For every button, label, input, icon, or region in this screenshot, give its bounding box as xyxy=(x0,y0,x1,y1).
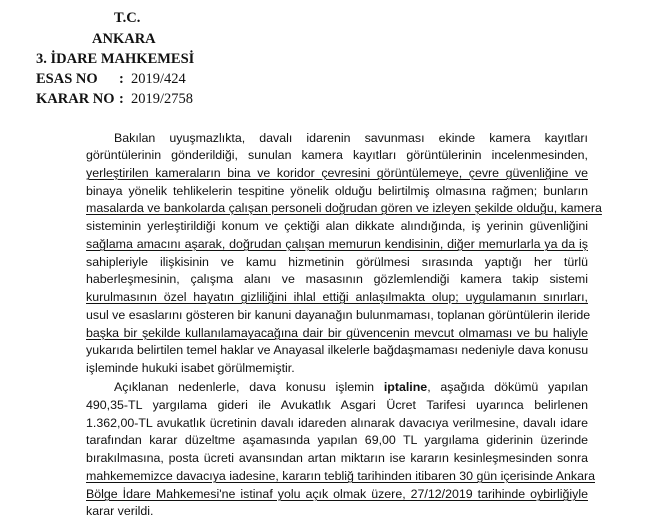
p2-line: bırakılmasına, posta ücreti avansından artan miktarın ise kararın kesinleşmesinden sonra xyxy=(86,451,588,465)
esas-value: 2019/424 xyxy=(131,71,186,87)
p2-line: 490,35-TL yargılama gideri ile Avukatlık Asgari Ücret Tarifesi uyarınca belirlenen xyxy=(86,398,588,412)
esas-colon: : xyxy=(119,71,124,87)
p2-line: Bölge İdare Mahkemesi'ne istinaf yolu açık olmak üzere, 27/12/2019 tarihinde oybirliğiyle xyxy=(86,487,588,501)
p1-line: görüntülerinin gönderildiği, sunulan kamera kayıtları görüntülerinin incelenmesinden, xyxy=(86,148,588,162)
header-tc: T.C. xyxy=(114,10,141,26)
p2-line: tarafından karar düzeltme aşamasında yapılan 69,00 TL yargılama giderinin üzerinde xyxy=(86,433,588,447)
esas-label: ESAS NO xyxy=(36,71,98,87)
karar-label: KARAR NO xyxy=(36,91,115,107)
p2-line: mahkememizce davacıya iadesine, kararın tebliğ tarihinden itibaren 30 gün içerisinde Ankara xyxy=(86,469,595,483)
p1-line: masalarda ve bankolarda çalışan personeli doğrudan gören ve izleyen şekilde olduğu, kamera xyxy=(86,201,602,215)
p1-line: Bakılan uyuşmazlıkta, davalı idarenin savunması ekinde kamera kayıtları xyxy=(114,131,588,145)
p1-line: başka bir şekilde kullanılamayacağına dair bir güvencenin mevcut olmaması ve bu haliyle xyxy=(86,326,588,340)
karar-colon: : xyxy=(119,91,124,107)
iptal-keyword: iptaline xyxy=(383,380,428,394)
p1-line: usul ve esaslarını gösteren bir kanuni dayanağın bulunmaması, toplanan görüntülerin ileride xyxy=(86,308,591,322)
p1-line: yukarıda belirtilen temel haklar ve Anayasal ilkelerle bağdaşmaması nedeniyle dava konusu xyxy=(86,343,589,357)
p1-line: yerleştirilen kameraların bina ve koridor çevresini görüntülemeye, çevre güvenliğine ve xyxy=(86,166,588,180)
p1-line: haberleşmesinin, çalışma alanı ve masasının gözlemlendiği kamera takip sistemi xyxy=(86,272,588,286)
p1-line: binaya yönelik tehlikelerin tespitine yönelik olduğu belirtilmiş olmasına rağmen; bunların xyxy=(86,184,588,198)
p1-line: işleminde hukuki isabet görülmemiştir. xyxy=(86,361,295,375)
header-city: ANKARA xyxy=(92,31,156,47)
p2-line: karar verildi. xyxy=(86,504,154,518)
p2-line: Açıklanan nedenlerle, dava konusu işlemin iptaline, aşağıda dökümü yapılan xyxy=(114,380,588,394)
p1-line: sahipleriyle ilişkisinin ve kamu hizmetinin görülmesi sırasında yaptığı her türlü xyxy=(86,255,588,269)
p1-line: sağlama amacını aşarak, doğrudan çalışan memurun kendisinin, diğer memurlarla ya da iş xyxy=(86,237,588,251)
header-court: 3. İDARE MAHKEMESİ xyxy=(36,51,195,67)
p2-line: 1.362,00-TL avukatlık ücretinin davalı idareden alınarak davacıya verilmesine, davalı idare xyxy=(86,416,588,430)
p1-line: kurulmasının özel hayatın gizliliğini ihlal ettiği anlaşılmakta olup; uygulamanın sınırları, xyxy=(86,290,588,304)
p1-line: sisteminin yerleştirildiği konum ve çektiği alan dikkate alındığında, iş yerinin güvenliğini xyxy=(86,219,588,233)
karar-value: 2019/2758 xyxy=(131,91,194,107)
